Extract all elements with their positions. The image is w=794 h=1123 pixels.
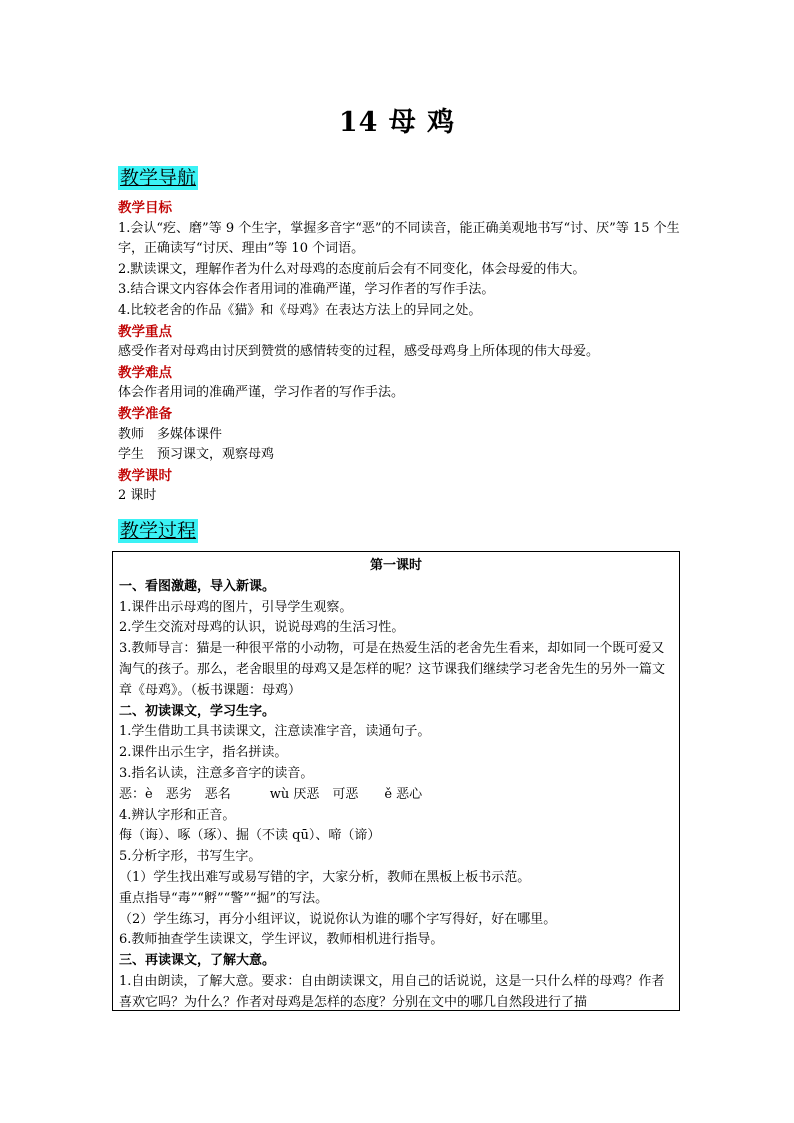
step-item: 5.分析字形，书写生字。: [119, 849, 262, 865]
step-item: 3.教师导言：猫是一种很平常的小动物，可是在热爱生活的老舍先生看来，却如同一个既可爱又淘气的孩子。那么，老舍眼里的母鸡又是怎样的呢？这节课我们继续学习老舍先生的另外一篇文章《母鸡》。（板书课题：母鸡）: [119, 641, 666, 698]
difficult-text: 体会作者用词的准确严谨，学习作者的写作手法。: [118, 385, 405, 401]
polyphone-line: 恶：è 恶劣 恶名 wù 厌恶 可恶 ě 恶心: [119, 786, 423, 802]
goal-item: 1.会认“疙、磨”等 9 个生字，掌握多音字“恶”的不同读音，能正确美观地书写“讨、厌”等 15 个生字，正确读写“讨厌、理由”等 10 个词语。: [118, 220, 680, 257]
section-title: 二、初读课文，学习生字。: [119, 703, 276, 719]
step-item: （1）学生找出难写或易写错的字，大家分析，教师在黑板上板书示范。: [119, 869, 531, 885]
goal-item: 2.默读课文，理解作者为什么对母鸡的态度前后会有不同变化，体会母爱的伟大。: [118, 261, 586, 277]
goal-item: 3.结合课文内容体会作者用词的准确严谨，学习作者的写作手法。: [118, 282, 495, 298]
hours-text: 2 课时: [118, 488, 157, 504]
goal-item: 4.比较老舍的作品《猫》和《母鸡》在表达方法上的异同之处。: [118, 302, 482, 318]
hours-label: 教学课时: [118, 467, 172, 484]
prep-student: 学生 预习课文，观察母鸡: [118, 447, 275, 463]
step-item: 6.教师抽查学生读课文，学生评议，教师相机进行指导。: [119, 932, 444, 948]
difficult-label: 教学难点: [118, 364, 172, 381]
document-title: 14 母 鸡: [338, 107, 456, 138]
step-item: 4.辨认字形和正音。: [119, 807, 236, 823]
step-item: 1.学生借助工具书读课文，注意读准字音，读通句子。: [119, 724, 431, 740]
step-item: 1.自由朗读，了解大意。要求：自由朗读课文，用自己的话说说，这是一只什么样的母鸡？作者喜欢它吗？为什么？作者对母鸡是怎样的态度？分别在文中的哪几自然段进行了描: [119, 973, 665, 1010]
section-title: 三、再读课文，了解大意。: [119, 953, 276, 969]
step-item: 3.指名认读，注意多音字的读音。: [119, 765, 314, 781]
step-item: 侮（诲）、啄（琢）、掘（不读 qū）、啼（谛）: [119, 828, 381, 844]
step-item: 重点指导“毒”“孵”“警”“掘”的写法。: [119, 890, 329, 906]
step-item: 1.课件出示母鸡的图片，引导学生观察。: [119, 599, 353, 615]
process-table: [112, 551, 680, 1011]
nav-heading: 教学导航: [120, 167, 197, 189]
lesson-title: 第一课时: [369, 558, 422, 573]
prep-teacher: 教师 多媒体课件: [118, 426, 223, 442]
step-item: （2）学生练习，再分小组评议，说说你认为谁的哪个字写得好，好在哪里。: [119, 911, 557, 927]
goal-label: 教学目标: [118, 200, 172, 216]
step-item: 2.学生交流对母鸡的认识，说说母鸡的生活习性。: [119, 620, 405, 636]
section-title: 一、看图激趣，导入新课。: [119, 578, 276, 594]
teaching-navigation: [118, 198, 684, 507]
key-label: 教学重点: [118, 323, 172, 340]
step-item: 2.课件出示生字，指名拼读。: [119, 745, 288, 761]
key-text: 感受作者对母鸡由讨厌到赞赏的感情转变的过程，感受母鸡身上所体现的伟大母爱。: [118, 344, 600, 360]
prep-label: 教学准备: [118, 405, 172, 422]
process-heading: 教学过程: [120, 520, 197, 542]
